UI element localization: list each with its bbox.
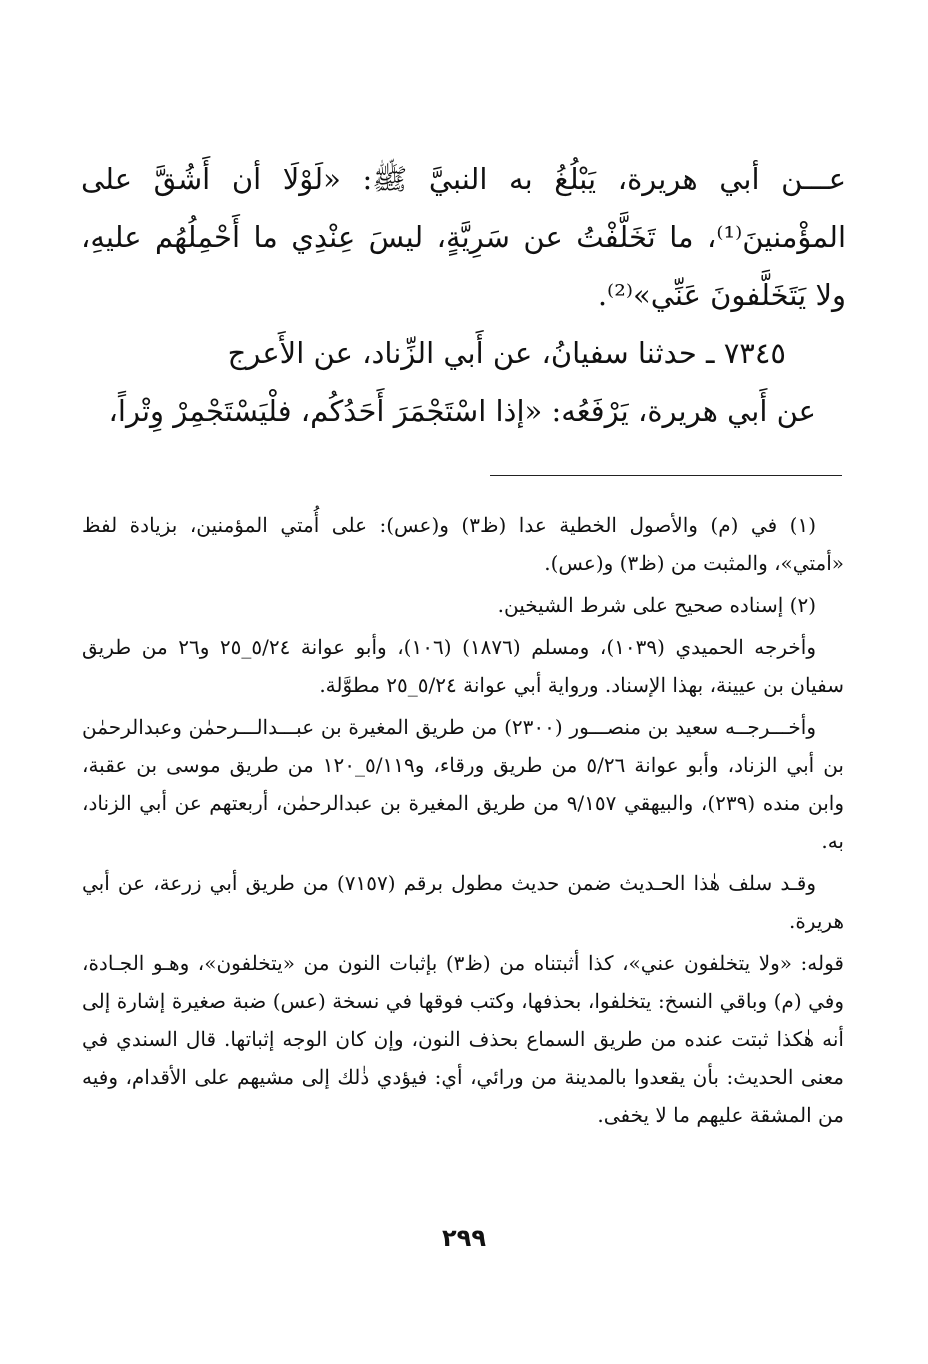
main-text-block [81, 150, 846, 440]
hadith-number: ٧٣٤٥ ـ [705, 336, 786, 370]
hadith-isnad: حدثنا سفيانُ، عن أَبي الزِّناد، عن الأَعرج [227, 336, 697, 370]
footnote-2-takhrij: وأخرجه الحميدي (١٠٣٩)، ومسلم (١٨٧٦) (١٠٦)، وأبو عوانة ٥/٢٤_٢٥ و٢٦ من طريق سفيان بن عيينة، بهذا الإسناد. ورواية أبي عوانة ٥/٢٤_٢٥ مطوَّلة. [82, 635, 844, 697]
footnote-2: (٢) إسناده صحيح على شرط الشيخين. [497, 593, 816, 617]
footnote-2-cross-ref: وقـد سلف هٰذا الحـديث ضمن حديث مطول برقم (٧١٥٧) من طريق أبي زرعة، عن أبي هريرة. [82, 871, 844, 933]
footnote-2-commentary: قوله: «ولا يتخلفون عني»، كذا أثبتناه من (ظ٣) بإثبات النون من «يتخلفون»، وهـو الجـادة، وفي (م) وباقي النسخ: يتخلفوا، بحذفها، وكتب فوقها في نسخة (عس) ضبة صغيرة إشارة إلى أنه هٰكذا ثبتت عنده من طريق السماع بحذف النون، وإن كان الوجه إثباتها. قال السندي في معنى الحديث: بأن يقعدوا بالمدينة من ورائي، أي: فيؤدي ذٰلك إلى مشيهم على الأقدام، وفيه من المشقة عليهم ما لا يخفى. [82, 951, 844, 1127]
footnote-divider [490, 475, 842, 476]
footnote-2-takhrij-more: وأخـــرجــه سعيد بن منصـــور (٢٣٠٠) من طريق المغيرة بن عبـــدالـــرحمٰن وعبدالرحمٰن بن أبي الزناد، وأبو عوانة ٥/٢٦ من طريق ورقاء، و٥/١١٩_١٢٠ من طريق موسى بن عقبة، وابن منده (٢٣٩)، والبيهقي ٩/١٥٧ من طريق المغيرة بن عبدالرحمٰن، أربعتهم عن أبي الزناد، به. [82, 715, 845, 853]
page-number: ٢٩٩ [442, 1224, 486, 1252]
hadith-text: عن أَبي هريرة، يَرْفَعُه: «إذا اسْتَجْمَرَ أَحَدُكُم، فلْيَسْتَجْمِرْ وِتْراً، [108, 394, 816, 428]
footnotes-block [82, 506, 844, 1138]
hadith-header [81, 324, 846, 382]
footnote-1: (١) في (م) والأصول الخطية عدا (ظ٣) و(عس): على أُمتي المؤمنين، بزيادة لفظ «أمتي»، والمثبت من (ظ٣) و(عس). [82, 513, 844, 575]
hadith-continuation: عـــن أبي هريرة، يَبْلُغُ به النبيَّ ﷺ: «لَوْلَا أن أَشُقَّ على المؤْمنينَ⁽¹⁾، ما تَخَلَّفْتُ عن سَرِيَّةٍ، ليسَ عِنْدِي ما أَحْمِلُهُم عليهِ، ولا يَتَخَلَّفونَ عَنِّي»⁽²⁾. [81, 162, 846, 312]
